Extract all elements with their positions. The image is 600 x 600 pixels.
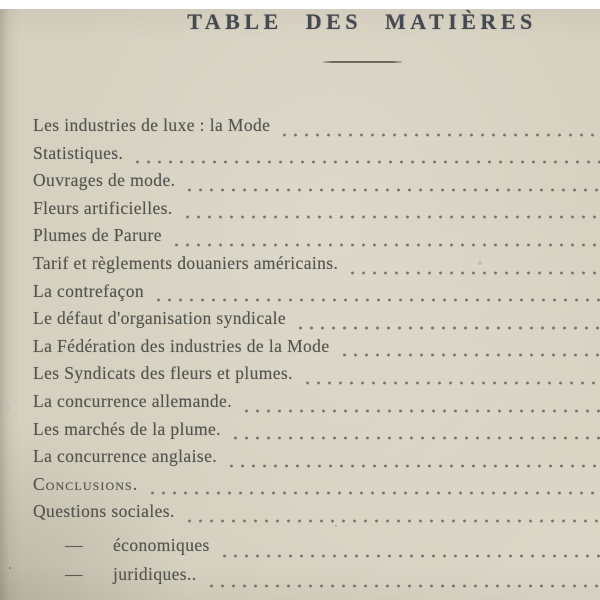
toc-entry [0,419,600,447]
toc-entry-label: Plumes de Parure [33,225,162,246]
toc-entry [0,225,600,253]
toc-entry-label: juridiques.. [113,564,197,585]
toc-entry [0,253,600,281]
dot-leader [277,115,600,143]
dot-leader [151,281,600,309]
toc-entry [0,143,600,171]
toc-entry [0,564,600,594]
toc-entry-label: La concurrence allemande. [33,390,232,411]
toc-entry-label: Conclusions. [33,473,139,494]
toc-entry-label: Les industries de luxe : la Mode [33,115,271,135]
toc-entry-label: Les Syndicats des fleurs et plumes. [33,363,293,384]
toc-entry-label: La contrefaçon [33,280,145,301]
toc-entry [0,501,600,529]
toc-entry-label: Fleurs artificielles. [33,197,173,218]
dot-leader [182,170,600,198]
toc-entry-label: Tarif et règlements douaniers américains. [33,252,339,273]
toc-entry [0,363,600,391]
toc-entry-label: Statistiques. [33,142,124,163]
toc-entry [0,474,600,502]
dot-leader [169,225,600,253]
paper-speck [9,567,11,569]
scanned-book-page [0,9,600,600]
toc-entry [0,281,600,309]
title-divider [323,61,402,63]
toc-entry [0,198,600,226]
dot-leader [228,419,600,447]
dot-leader [180,198,600,226]
dot-leader [239,391,600,419]
dot-leader [337,336,600,364]
toc-entry [0,336,600,364]
table-of-contents [0,115,600,594]
toc-entry-label: La concurrence anglaise. [33,446,218,467]
dot-leader [300,363,600,391]
page-title: TABLE DES MATIÈRES [187,9,537,34]
toc-entry [0,446,600,474]
toc-entry-label: économiques [113,534,210,555]
toc-entry [0,115,600,143]
toc-entry [0,391,600,419]
toc-entry-label: Les marchés de la plume. [33,418,221,439]
toc-entry [0,535,600,565]
dot-leader [345,253,600,281]
dot-leader [204,564,600,594]
dot-leader [224,446,600,474]
toc-entry-label: Questions sociales. [33,501,175,522]
ditto-dash: — [65,564,83,585]
dot-leader [182,501,600,529]
toc-entry-label: La Fédération des industries de la Mode [33,335,330,356]
dot-leader [145,474,600,502]
toc-entry-label: Ouvrages de mode. [33,170,176,191]
dot-leader [217,535,600,565]
toc-entry [0,308,600,336]
dot-leader [130,143,600,171]
toc-entry-label: Le défaut d'organisation syndicale [33,308,287,329]
toc-entry [0,170,600,198]
ditto-dash: — [65,534,83,555]
dot-leader [293,308,600,336]
